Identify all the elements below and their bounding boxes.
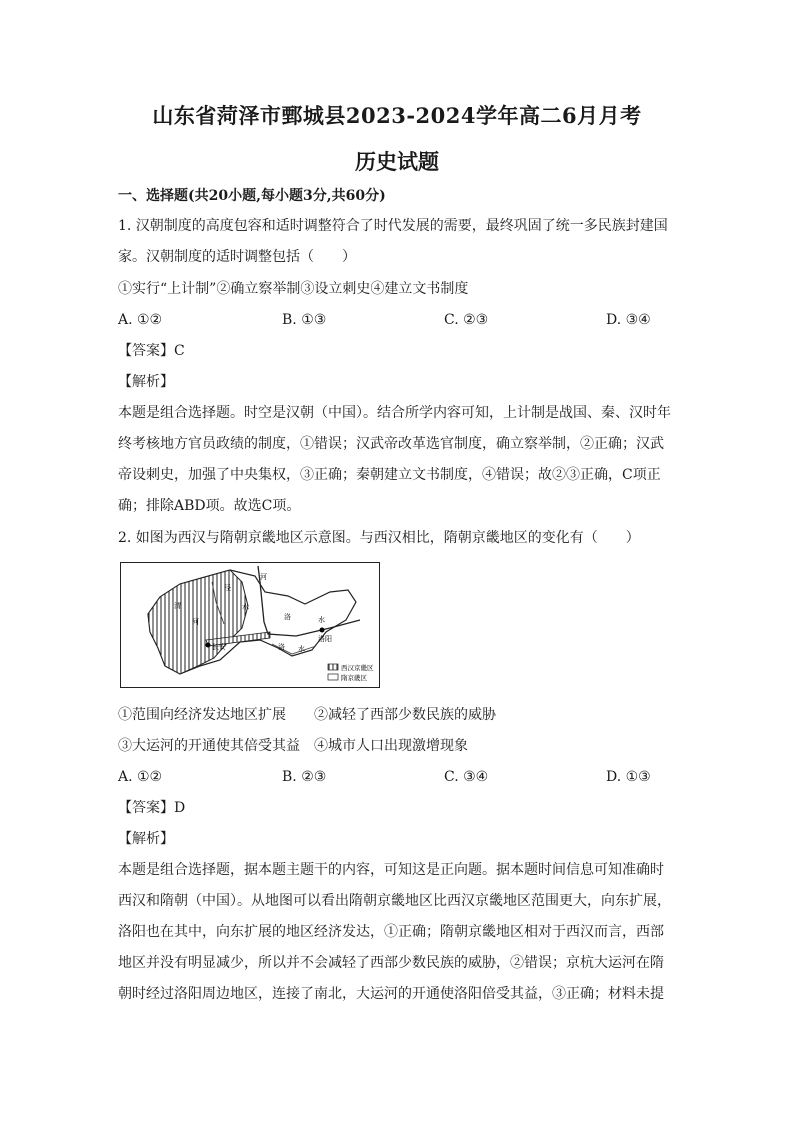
map-label-shui: 水 [242,603,249,611]
q2-items-line1: ①范围向经济发达地区扩展 ②减轻了西部少数民族的威胁 [118,707,496,723]
changan-marker [206,643,211,648]
q2-stem: 2. 如图为西汉与隋朝京畿地区示意图。与西汉相比，隋朝京畿地区的变化有（ ） [118,530,640,546]
exam-subtitle: 历史试题 [355,149,439,174]
map-label-he: 河 [260,573,267,581]
legend-sui-label: 隋京畿区 [341,674,367,682]
capital-region-map [120,562,380,688]
section-heading: 一、选择题(共20小题,每小题3分,共60分) [118,188,386,204]
q1-analysis-line: 终考核地方官员政绩的制度，①错误；汉武帝改革选官制度，确立察举制，②正确；汉武 [118,436,664,452]
legend-han-label: 西汉京畿区 [341,664,374,672]
map-label-he2: 河 [192,618,199,626]
map-label-luo: 洛 [284,613,291,621]
q2-analysis-line: 西汉和隋朝（中国）。从地图可以看出隋朝京畿地区比西汉京畿地区范围更大，向东扩展， [118,893,671,909]
q2-option-d: D. ①③ [606,769,651,785]
q2-analysis-line: 朝时经过洛阳周边地区，连接了南北，大运河的开通使洛阳倍受其益，③正确；材料未提 [118,986,664,1002]
legend-han-swatch [328,664,338,670]
map-label-changan: 长安 [212,643,226,651]
q2-option-c: C. ③④ [444,769,489,785]
q1-items: ①实行“上计制”②确立察举制③设立刺史④建立文书制度 [118,281,469,297]
q1-stem-line1: 1. 汉朝制度的高度包容和适时调整符合了时代发展的需要，最终巩固了统一多民族封建国 [118,218,668,234]
map-label-jing: 泾 [224,584,231,592]
q1-analysis-line: 确；排除ABD项。故选C项。 [118,498,301,514]
q2-option-b: B. ②③ [282,769,327,785]
q1-stem-line2: 家。汉朝制度的适时调整包括（ ） [118,249,356,265]
map-label-shui3: 水 [298,645,305,653]
luoyang-marker [320,628,325,633]
q2-items-line2: ③大运河的开通使其倍受其益 ④城市人口出现激增现象 [118,738,468,754]
map-label-luo2: 洛 [278,643,285,651]
q2-option-a: A. ①② [118,769,163,785]
exam-title: 山东省菏泽市鄄城县2023-2024学年高二6月月考 [152,103,642,128]
q2-analysis-line: 本题是组合选择题，据本题主题干的内容，可知这是正向题。据本题时间信息可知准确时 [118,862,664,878]
map-label-shui2: 水 [318,616,325,624]
q1-answer: 【答案】C [118,343,185,359]
q2-answer: 【答案】D [118,800,186,816]
q1-analysis-label: 【解析】 [118,374,174,390]
q2-analysis-line: 洛阳也在其中，向东扩展的地区经济发达，①正确；隋朝京畿地区相对于西汉而言，西部 [118,924,664,940]
q1-option-c: C. ②③ [444,312,489,328]
q1-analysis-line: 帝设刺史，加强了中央集权，③正确；秦朝建立文书制度，④错误；故②③正确，C项正 [118,467,661,483]
q1-option-a: A. ①② [118,312,163,328]
q2-analysis-line: 地区并没有明显减少，所以并不会减轻了西部少数民族的威胁，②错误；京杭大运河在隋 [118,955,664,971]
q1-option-d: D. ③④ [606,312,651,328]
map-label-wei: 渭 [174,602,181,610]
q2-analysis-label: 【解析】 [118,831,174,847]
q1-analysis-line: 本题是组合选择题。时空是汉朝（中国）。结合所学内容可知，上计制是战国、秦、汉时年 [118,405,671,421]
map-label-luoyang: 洛阳 [318,635,332,643]
q1-option-b: B. ①③ [282,312,327,328]
legend-sui-swatch [328,674,338,680]
